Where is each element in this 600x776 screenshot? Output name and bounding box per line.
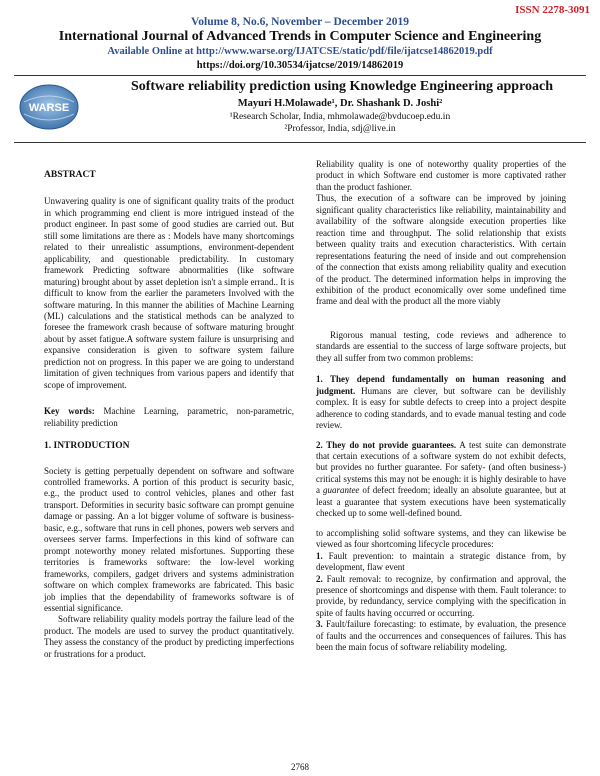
- fault-item-2: [316, 574, 566, 620]
- warse-logo: [18, 82, 80, 132]
- right-paragraph-1: Reliability quality is one of noteworthy quality properties of the product in which Software end customer is more captivated rather than the product fashioner.: [316, 159, 566, 192]
- intro-paragraph-1: Society is getting perpetually dependent on software and software controlled frameworks. A portion of this product is security basic, e.g., the product used to control vehicles, planes and other fast transport. Deformities in security basic software can prompt genuine damage or passing. An a lot bigger volume of software is business-basic, e.g., software that runs in cell phones, powers web servers and oversees server farms. Imperfections in this kind of software can prompt noteworthy money related misfortunes. Supporting these territories is frameworks software: the low-level working frameworks, compilers, gadget drivers and systems administration software on which complex frameworks are fabricated. This basic job implies that the dependability of frameworks software is of essential significance.: [44, 465, 294, 613]
- available-online-link[interactable]: Available Online at http://www.warse.org/IJATCSE/static/pdf/file/ijatcse14862019.pdf: [107, 46, 493, 57]
- intro-paragraph-2: Software reliability quality models portray the failure lead of the product. The models are used to survey the product quantitatively. They assess the constancy of the product by predicting imperfections or frustrations for a product.: [44, 614, 294, 659]
- right-column: [316, 159, 566, 654]
- problem-item-2-text-a: A test suite can demonstrate that certain executions of a software system do not exhibit defects, but provides no further guarantee. For safety- (and often business-) critical systems this may not be enough: it is highly desirable to have a: [316, 439, 567, 496]
- issn: ISSN 2278-3091: [515, 4, 590, 16]
- doi-link[interactable]: https://doi.org/10.30534/ijatcse/2019/14862019: [196, 60, 404, 71]
- title-divider: [14, 142, 586, 143]
- svg-text:WARSE: WARSE: [28, 102, 70, 114]
- keywords-text: Machine Learning, parametric, non-parametric, reliability prediction: [44, 406, 294, 428]
- abstract-heading: ABSTRACT: [44, 170, 96, 180]
- right-paragraph-3: Rigorous manual testing, code reviews and adherence to standards are essential to the success of large software projects, but they all suffer from two common problems:: [316, 329, 566, 363]
- problem-item-1: [316, 374, 566, 431]
- paper-title: Software reliability prediction using Knowledge Engineering approach: [130, 79, 554, 94]
- fault-item-3-num: 3.: [316, 619, 323, 630]
- keywords: [44, 406, 294, 429]
- left-column: [44, 170, 294, 660]
- warse-logo-icon: [18, 82, 80, 132]
- fault-item-3: [316, 619, 566, 653]
- problem-item-2: [316, 440, 566, 520]
- page-number: 2768: [291, 762, 309, 772]
- problem-item-2-text-b: of defect freedom; ideally an absolute guarantee, but at least a guarantee that system executions have been systematically checked up to some well-defined bound.: [316, 485, 566, 519]
- fault-item-1-num: 1.: [316, 550, 323, 561]
- right-paragraph-4: to accomplishing solid software systems, and they can likewise be viewed as four shortcoming lifecycle procedures:: [316, 527, 566, 550]
- problem-item-2-emphasis: guarantee: [322, 485, 360, 496]
- journal-title: International Journal of Advanced Trends in Computer Science and Engineering: [58, 29, 542, 44]
- problem-item-1-text: Humans are clever, but software can be devilishly complex. It is easy for subtle defects to creep into a project despite adherence to coding standards, and to evade manual testing and code review.: [316, 385, 566, 431]
- fault-item-3-text: Fault/failure forecasting: to estimate, by evaluation, the presence of faults and the occurrences and consequences of failures. This has been the main focus of software reliability modeling.: [316, 619, 566, 653]
- intro-heading: 1. INTRODUCTION: [44, 441, 130, 452]
- affiliation-1: ¹Research Scholar, India, mhmolawade@bvducoep.edu.in: [229, 112, 451, 122]
- abstract-text: Unwavering quality is one of significant quality traits of the product in which programming end client is more intrigued instead of the product engineer. In past some of good studies are carried out. But still some limitations are there as : Models have many shortcomings related to their unrealistic assumptions, environment-dependent applicability, and questionable predictability. In customary framework Predicting software abnormalities (like software maturing) brought about by asset depletion isn't a simple errand.. It is difficult to know from the earlier the parameters Involved with the software maturing. In this manner the abilities of Machine Learning (ML) calculations and the statistical methods can be analyzed to foresee the framework crash because of software maturing brought about by asset fatigue.A software system failure is unsurprising and expansive consideration is given to software system failure prediction not on progress. In this paper we are going to understand limitation of given techniques from various papers and identify that scope of improvement.: [44, 196, 294, 390]
- fault-item-2-num: 2.: [316, 573, 323, 584]
- keywords-label: Key words:: [44, 406, 95, 417]
- fault-item-1-text: Fault prevention: to maintain a strategic distance from, by development, flaw event: [316, 550, 566, 573]
- authors: Mayuri H.Molawade¹, Dr. Shashank D. Joshi²: [237, 98, 443, 109]
- right-paragraph-2: Thus, the execution of a software can be improved by joining significant quality characteristics like reliability, maintainability and availability of the software alongside execution properties like reaction time and throughput. The solid relationship that exists between quality traits and execution characteristics. With certain representations featuring the need of inside and out comprehension of the connection that exists among reliability quality and execution of the product. The determined information helps in improving the exhibition of the product economically over some undefined time frame and deal with the product all the more viably: [316, 193, 566, 307]
- problem-item-1-head: 1. They depend fundamentally on human reasoning and judgment.: [316, 374, 566, 396]
- header-divider: [14, 75, 586, 76]
- volume-info: Volume 8, No.6, November – December 2019: [191, 16, 409, 28]
- problem-item-2-head: 2. They do not provide guarantees.: [316, 439, 457, 450]
- fault-item-1: [316, 551, 566, 574]
- affiliation-2: ²Professor, India, sdj@live.in: [284, 124, 396, 134]
- fault-item-2-text: Fault removal: to recognize, by confirmation and approval, the presence of shortcomings and dispense with them. Fault tolerance: to provide, by redundancy, service complying with the specification in spite of faults having occurred or occurring.: [316, 573, 566, 618]
